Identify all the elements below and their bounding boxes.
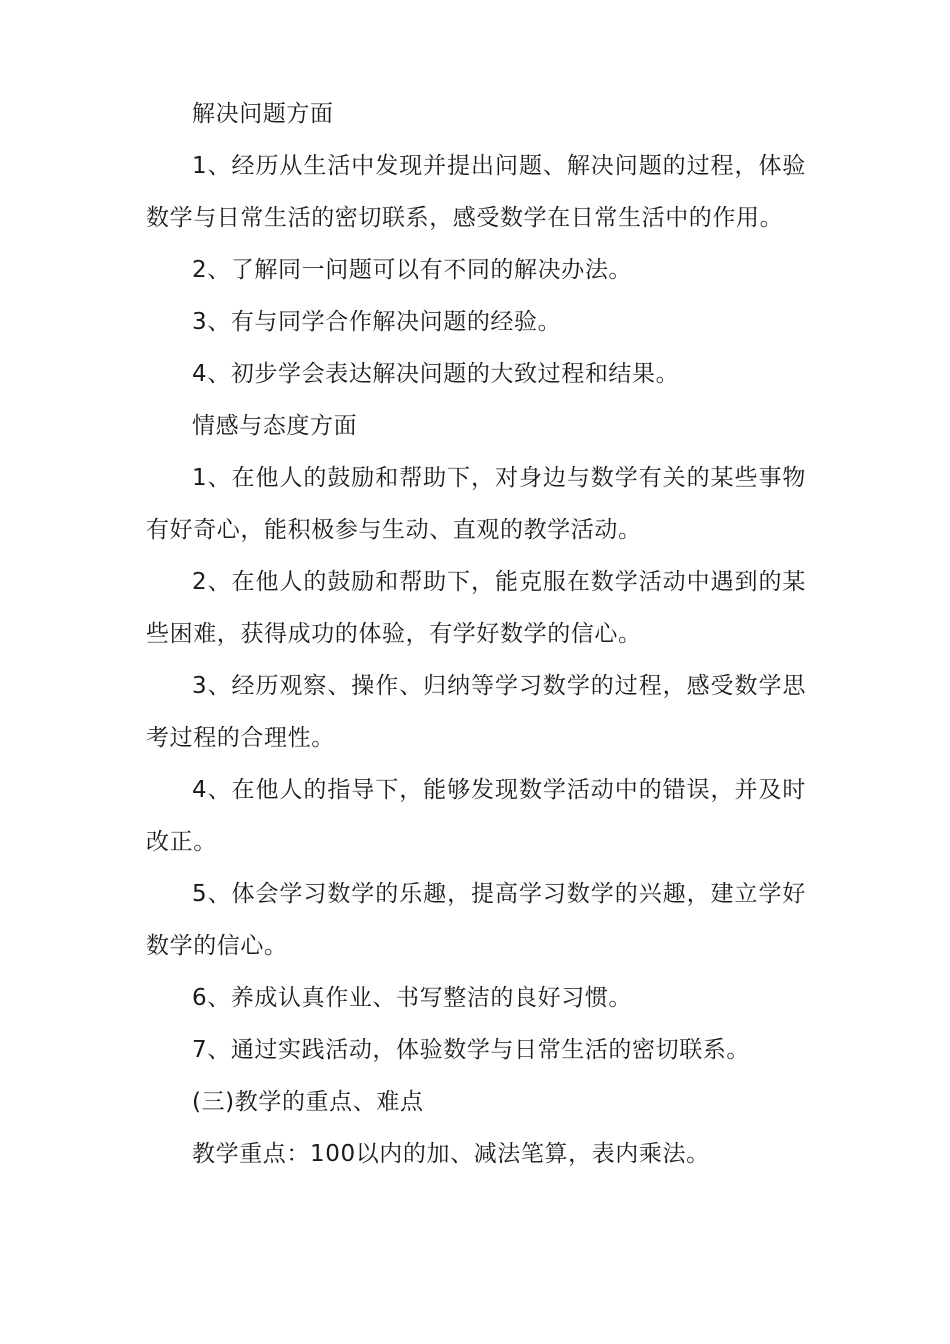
heading-key-difficult-points: (三)教学的重点、难点 bbox=[192, 1089, 424, 1115]
paragraph-emotion-2: 2、在他人的鼓励和帮助下，能克服在数学活动中遇到的某些困难，获得成功的体验，有学好数学的信心。 bbox=[146, 569, 806, 647]
paragraph-emotion-1: 1、在他人的鼓励和帮助下，对身边与数学有关的某些事物有好奇心，能积极参与生动、直观的教学活动。 bbox=[146, 465, 806, 543]
paragraph-problem-solving-4: 4、初步学会表达解决问题的大致过程和结果。 bbox=[192, 361, 680, 387]
paragraph-problem-solving-3: 3、有与同学合作解决问题的经验。 bbox=[192, 309, 562, 335]
paragraph-emotion-3: 3、经历观察、操作、归纳等学习数学的过程，感受数学思考过程的合理性。 bbox=[146, 673, 806, 751]
paragraph-emotion-5: 5、体会学习数学的乐趣，提高学习数学的兴趣，建立学好数学的信心。 bbox=[146, 881, 806, 959]
paragraph-problem-solving-2: 2、了解同一问题可以有不同的解决办法。 bbox=[192, 257, 633, 283]
paragraph-emotion-6: 6、养成认真作业、书写整洁的良好习惯。 bbox=[192, 985, 633, 1011]
document-body bbox=[146, 88, 806, 1180]
paragraph-teaching-focus: 教学重点：100以内的加、减法笔算，表内乘法。 bbox=[192, 1141, 710, 1167]
heading-problem-solving: 解决问题方面 bbox=[192, 101, 334, 127]
paragraph-emotion-4: 4、在他人的指导下，能够发现数学活动中的错误，并及时改正。 bbox=[146, 777, 806, 855]
heading-emotion-attitude: 情感与态度方面 bbox=[192, 413, 358, 439]
paragraph-emotion-7: 7、通过实践活动，体验数学与日常生活的密切联系。 bbox=[192, 1037, 751, 1063]
paragraph-problem-solving-1: 1、经历从生活中发现并提出问题、解决问题的过程，体验数学与日常生活的密切联系，感受数学在日常生活中的作用。 bbox=[146, 153, 806, 231]
